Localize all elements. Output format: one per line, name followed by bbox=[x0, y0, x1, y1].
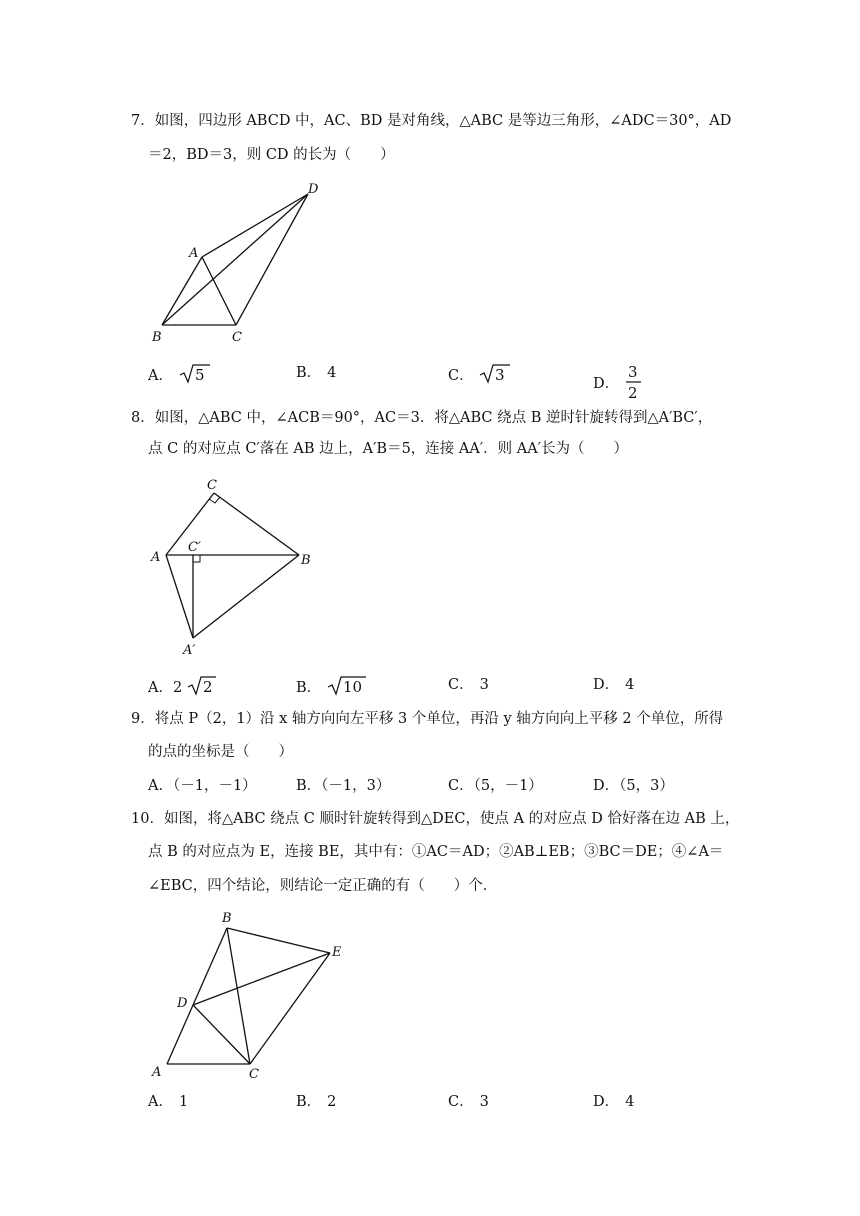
q10-option-a-value: 1 bbox=[178, 1094, 189, 1110]
sqrt-icon bbox=[187, 675, 217, 697]
q8-label-b: B bbox=[301, 553, 311, 568]
q9-option-c-letter: C． bbox=[448, 778, 474, 794]
sqrt-icon bbox=[478, 363, 512, 385]
q7-option-a-radicand: 5 bbox=[194, 366, 205, 384]
q7-figure bbox=[140, 180, 340, 350]
q9-option-c[interactable] bbox=[448, 776, 543, 796]
q7-option-d-letter: D． bbox=[593, 376, 620, 392]
q10-label-b: B bbox=[222, 911, 232, 926]
q9-option-d-letter: D． bbox=[593, 778, 620, 794]
q10-label-e: E bbox=[332, 945, 342, 960]
q8-option-d-value: 4 bbox=[625, 677, 635, 693]
q7-option-c-letter: C． bbox=[448, 368, 474, 384]
q10-option-a[interactable] bbox=[148, 1092, 188, 1112]
q8-option-a[interactable] bbox=[148, 675, 217, 698]
q10-label-d: D bbox=[177, 996, 188, 1011]
q10-stem-line1: 10．如图，将△ABC 绕点 C 顺时针旋转得到△DEC，使点 A 的对应点 D 恰好落在边 AB 上， bbox=[131, 811, 740, 827]
q10-option-c-value: 3 bbox=[479, 1094, 489, 1110]
q8-option-b-letter: B． bbox=[296, 680, 322, 696]
q10-option-d[interactable] bbox=[593, 1092, 634, 1112]
q9-stem-line2: 的点的坐标是（ ） bbox=[148, 744, 293, 760]
q9-option-b[interactable] bbox=[296, 776, 390, 796]
q10-option-a-letter: A． bbox=[148, 1094, 173, 1110]
q7-segment-cd bbox=[236, 194, 308, 325]
q10-option-b-letter: B． bbox=[296, 1094, 322, 1110]
q9-option-a-value: （－1，－1） bbox=[172, 778, 257, 794]
q7-option-b-letter: B． bbox=[296, 365, 322, 381]
q8-option-a-letter: A． bbox=[148, 680, 173, 696]
q8-option-a-coef: 2 bbox=[172, 680, 183, 696]
q10-figure bbox=[145, 905, 360, 1085]
q8-option-c[interactable] bbox=[448, 675, 489, 695]
q7-option-c-radicand: 3 bbox=[495, 366, 505, 384]
q8-label-a-prime: A′ bbox=[183, 643, 196, 658]
q7-option-d-denominator: 2 bbox=[627, 384, 638, 401]
q8-label-a: A bbox=[151, 550, 161, 565]
q7-stem-line1: 7．如图，四边形 ABCD 中，AC、BD 是对角线，△ABC 是等边三角形，∠ADC＝30°，AD bbox=[131, 113, 732, 129]
q7-option-d[interactable] bbox=[593, 363, 644, 401]
sqrt-icon bbox=[326, 675, 368, 697]
q7-option-a-letter: A． bbox=[148, 368, 173, 384]
q8-label-c: C bbox=[207, 478, 217, 493]
q7-label-d: D bbox=[308, 182, 319, 197]
q9-option-d[interactable] bbox=[593, 776, 674, 796]
q8-right-angle-c1 bbox=[193, 555, 200, 562]
q10-option-c-letter: C． bbox=[448, 1094, 474, 1110]
q9-option-b-letter: B． bbox=[296, 778, 322, 794]
q10-segment-de bbox=[193, 953, 330, 1005]
q8-segment-a1b bbox=[193, 555, 299, 638]
q10-option-d-letter: D． bbox=[593, 1094, 620, 1110]
q9-option-b-value: （－1，3） bbox=[321, 778, 391, 794]
q8-option-c-value: 3 bbox=[479, 677, 489, 693]
q10-segment-be bbox=[227, 928, 330, 953]
q7-segment-ba bbox=[162, 257, 202, 325]
q8-option-d[interactable] bbox=[593, 675, 634, 695]
q10-option-b-value: 2 bbox=[327, 1094, 337, 1110]
q10-label-a: A bbox=[152, 1065, 162, 1080]
q8-option-b-radicand: 10 bbox=[342, 678, 362, 696]
q7-label-c: C bbox=[232, 330, 242, 345]
q7-label-b: B bbox=[152, 330, 162, 345]
q8-label-c-prime: C′ bbox=[188, 540, 201, 555]
q7-option-d-numerator: 3 bbox=[627, 363, 638, 381]
q7-segment-ac bbox=[202, 257, 236, 325]
q8-figure bbox=[145, 470, 335, 660]
q9-stem-line1: 9．将点 P（2，1）沿 x 轴方向向左平移 3 个单位，再沿 y 轴方向向上平移 2 个单位，所得 bbox=[131, 711, 724, 727]
q7-option-a[interactable] bbox=[148, 363, 212, 386]
q9-option-a-letter: A． bbox=[148, 778, 173, 794]
q8-segment-aa1 bbox=[166, 555, 193, 638]
q8-option-c-letter: C． bbox=[448, 677, 474, 693]
q9-option-d-value: （5，3） bbox=[619, 778, 674, 794]
q8-option-d-letter: D． bbox=[593, 677, 620, 693]
q7-stem-line2: ＝2，BD＝3，则 CD 的长为（ ） bbox=[148, 147, 395, 163]
sqrt-icon bbox=[178, 363, 212, 385]
q10-label-c: C bbox=[249, 1067, 259, 1082]
q9-option-a[interactable] bbox=[148, 776, 257, 796]
q8-option-a-radicand: 2 bbox=[202, 678, 213, 696]
q10-option-b[interactable] bbox=[296, 1092, 336, 1112]
q7-option-b[interactable] bbox=[296, 363, 336, 383]
fraction-icon bbox=[624, 363, 644, 401]
q10-stem-line3: ∠EBC，四个结论，则结论一定正确的有（ ）个． bbox=[148, 878, 498, 894]
q8-option-b[interactable] bbox=[296, 675, 368, 698]
q8-stem-line1: 8．如图，△ABC 中，∠ACB＝90°，AC＝3．将△ABC 绕点 B 逆时针旋转得到△A′BC′， bbox=[131, 410, 713, 426]
q10-option-c[interactable] bbox=[448, 1092, 489, 1112]
q8-stem-line2: 点 C 的对应点 C′落在 AB 边上，A′B＝5，连接 AA′．则 AA′长为（ ） bbox=[148, 441, 628, 457]
q10-segment-ce bbox=[250, 953, 330, 1064]
q7-segment-bd bbox=[162, 194, 308, 325]
q10-stem-line2: 点 B 的对应点为 E，连接 BE，其中有：①AC＝AD；②AB⊥EB；③BC＝DE；④∠A＝ bbox=[148, 844, 724, 860]
q10-option-d-value: 4 bbox=[625, 1094, 635, 1110]
q7-option-b-value: 4 bbox=[327, 365, 337, 381]
q9-option-c-value: （5，－1） bbox=[473, 778, 543, 794]
q7-segment-ad bbox=[202, 194, 308, 257]
q7-option-c[interactable] bbox=[448, 363, 512, 386]
q8-segment-cb bbox=[214, 493, 299, 555]
q7-label-a: A bbox=[189, 246, 199, 261]
